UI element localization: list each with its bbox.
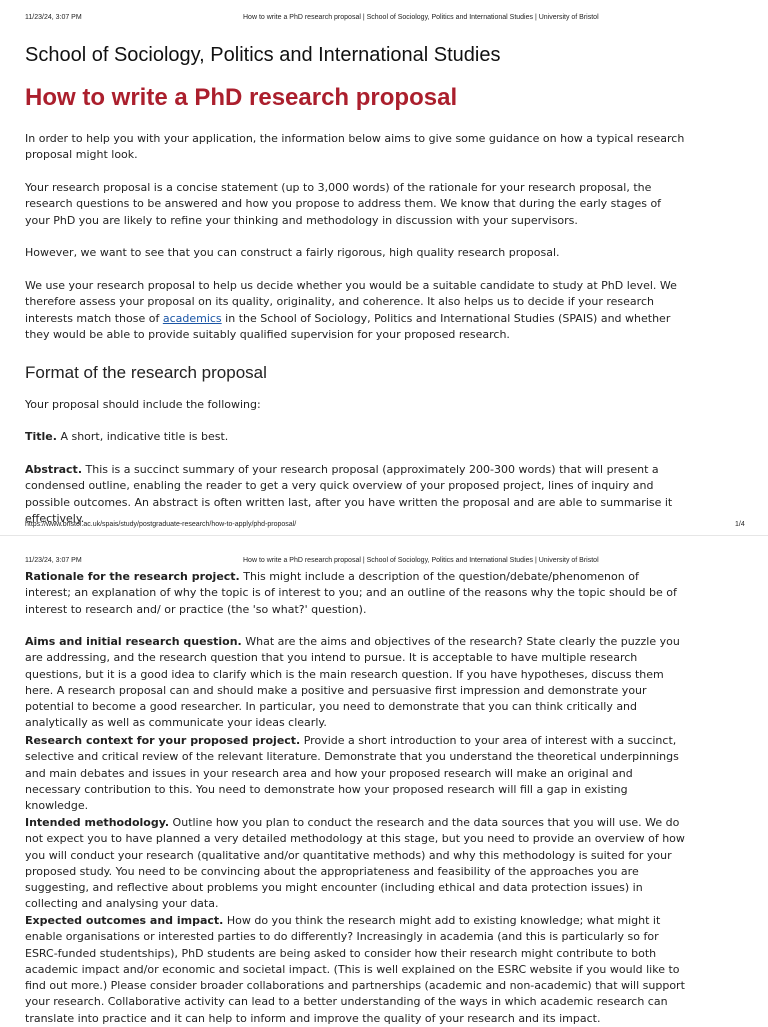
section-aims	[25, 634, 685, 732]
section-methodology-text: Outline how you plan to conduct the research and the data sources that you will use. We do not expect you to have planned a very detailed methodology at this stage, but you need to provide an overview of how you will conduct your research (qualitative and/or quantitative methods) and why this methodology is suited for your proposed study. You need to be convincing about the appropriateness and feasibility of the approaches you are suggesting, and reflective about problems you might encounter (including ethical and data protection issues) in collecting and analysing your data.	[25, 816, 685, 911]
format-heading: Format of the research proposal	[25, 363, 267, 382]
section-methodology	[25, 815, 685, 913]
section-title-label: Title.	[25, 430, 57, 443]
section-title-text: A short, indicative title is best.	[56, 430, 229, 443]
intro-paragraph-2: Your research proposal is a concise statement (up to 3,000 words) of the rationale for your research proposal, the research questions to be answered and how you propose to address them. We know that during the early stages of your PhD you are likely to refine your thinking and methodology in discussion with your supervisors.	[25, 181, 662, 227]
page-title: How to write a PhD research proposal	[25, 84, 458, 111]
site-heading: School of Sociology, Politics and International Studies	[25, 44, 501, 66]
print-url: https://www.bristol.ac.uk/spais/study/postgraduate-research/how-to-apply/phd-proposal/	[25, 521, 297, 528]
section-context	[25, 733, 685, 814]
section-abstract	[25, 462, 685, 527]
page-break	[0, 535, 768, 548]
suitability-paragraph	[25, 278, 685, 343]
suitability-text-before: We use your research proposal to help us decide whether you would be a suitable candidate to study at PhD level. We therefore assess your proposal on its quality, originality, and coherence. It also helps us to decide if your research interests match those of	[25, 279, 677, 325]
section-rationale	[25, 569, 685, 618]
section-rationale-label: Rationale for the research project.	[25, 570, 240, 583]
section-aims-text: What are the aims and objectives of the research? State clearly the puzzle you are addressing, and the research question that you intend to pursue. It is acceptable to have multiple research questions, but it is a good idea to clarify which is the main research question. If you have hypotheses, discuss them here. A research proposal can and should make a positive and persuasive first impression and demonstrate your potential to become a good researcher. In particular, you need to demonstrate that you can think critically and analytically as well as communicate your ideas clearly.	[25, 635, 680, 730]
intro-paragraph-1: In order to help you with your application, the information below aims to give some guidance on how a typical research proposal might look.	[25, 132, 685, 162]
print-page-number: 1/4	[735, 521, 745, 528]
section-methodology-label: Intended methodology.	[25, 816, 170, 829]
section-outcomes-label: Expected outcomes and impact.	[25, 914, 224, 927]
section-aims-label: Aims and initial research question.	[25, 635, 242, 648]
section-rationale-text: This might include a description of the question/debate/phenomenon of interest; an explanation of why the topic is of interest to you; and an outline of the reasons why the topic should be of interest to research and/ or practice (the 'so what?' question).	[25, 570, 677, 616]
print-doc-title: How to write a PhD research proposal | School of Sociology, Politics and International Studies | University of Bristol	[243, 14, 599, 21]
print-datetime: 11/23/24, 3:07 PM	[25, 14, 82, 21]
section-abstract-text: This is a succinct summary of your research proposal (approximately 200-300 words) that will present a condensed outline, enabling the reader to get a very quick overview of your proposed project, lines of inquiry and possible outcomes. An abstract is often written last, after you have written the proposal and are able to summarise it effectively.	[25, 463, 673, 525]
suitability-text-after: in the School of Sociology, Politics and International Studies (SPAIS) and whether they would be able to provide suitably qualified supervision for your proposed research.	[25, 311, 671, 341]
print-doc-title-page-2: How to write a PhD research proposal | School of Sociology, Politics and International Studies | University of Bristol	[243, 557, 599, 564]
academics-link[interactable]: academics	[162, 311, 222, 325]
section-title	[25, 429, 685, 445]
section-outcomes-text: How do you think the research might add to existing knowledge; what might it enable organisations or interested parties to do differently? Increasingly in academia (and this is particularly so for ESRC-funded studentships), PhD students are being asked to consider how their research might contribute to both academic impact and/or economic and societal impact. (This is well explained on the ESRC website if you would like to find out more.) Please consider broader collaborations and partnerships (academic and non-academic) that will support your research. Collaborative activity can lead to a better understanding of the ways in which academic research can translate into practice and it can help to inform and improve the quality of your research and its impact.	[25, 914, 685, 1025]
intro-paragraph-3: However, we want to see that you can construct a fairly rigorous, high quality research proposal.	[25, 246, 560, 259]
format-intro: Your proposal should include the following:	[25, 398, 261, 411]
section-context-label: Research context for your proposed project.	[25, 734, 301, 747]
print-datetime-page-2: 11/23/24, 3:07 PM	[25, 557, 82, 564]
section-abstract-label: Abstract.	[25, 463, 82, 476]
section-context-text: Provide a short introduction to your area of interest with a succinct, selective and critical review of the relevant literature. Demonstrate that you understand the theoretical underpinnings and main debates and issues in your research area and how your proposed research will make an original and necessary contribution to this. You need to demonstrate how your proposed research will fill a gap in existing knowledge.	[25, 734, 679, 813]
section-outcomes	[25, 913, 685, 1027]
